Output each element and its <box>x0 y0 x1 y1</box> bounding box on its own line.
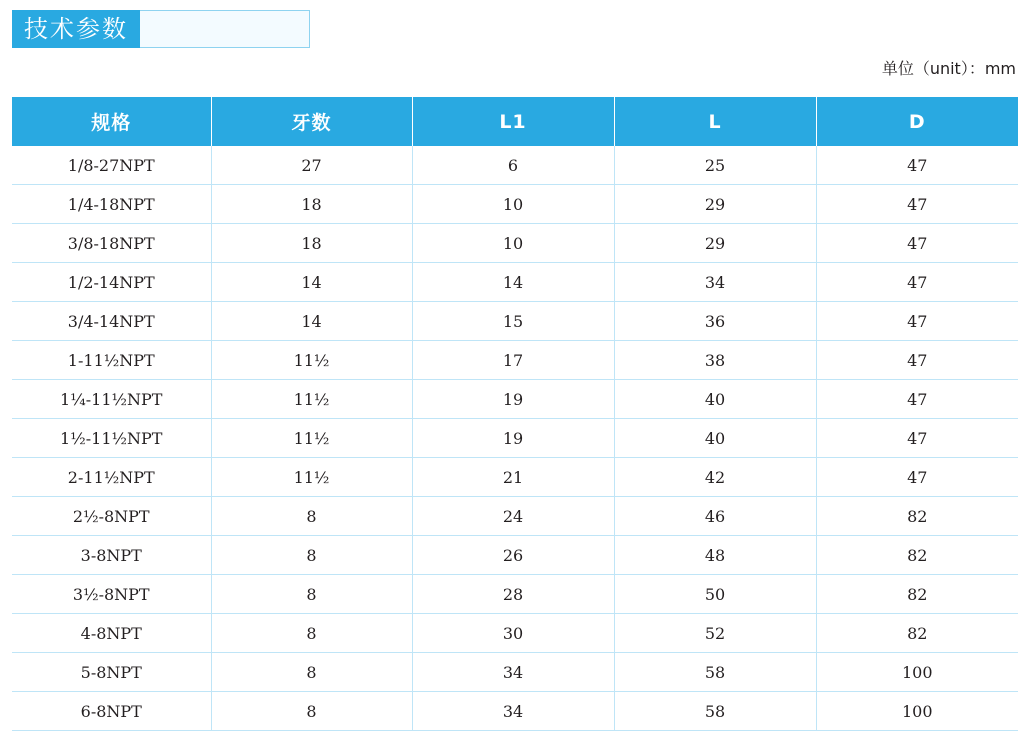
cell-d: 100 <box>816 692 1018 731</box>
table-row <box>12 458 1018 497</box>
cell-l: 52 <box>614 614 816 653</box>
cell-spec: 3/4-14NPT <box>12 302 211 341</box>
cell-l: 29 <box>614 185 816 224</box>
cell-threads: 11½ <box>211 419 412 458</box>
cell-spec: 3/8-18NPT <box>12 224 211 263</box>
cell-threads: 11½ <box>211 458 412 497</box>
cell-l: 42 <box>614 458 816 497</box>
title-accent-bar <box>140 10 310 48</box>
cell-d: 82 <box>816 536 1018 575</box>
cell-l1: 30 <box>412 614 614 653</box>
cell-spec: 1/8-27NPT <box>12 146 211 185</box>
cell-l: 46 <box>614 497 816 536</box>
table-row <box>12 302 1018 341</box>
cell-l: 40 <box>614 380 816 419</box>
cell-l1: 19 <box>412 419 614 458</box>
table-row <box>12 146 1018 185</box>
column-header-l1: L1 <box>412 97 614 146</box>
cell-l1: 24 <box>412 497 614 536</box>
cell-d: 82 <box>816 614 1018 653</box>
column-header-spec: 规格 <box>12 97 211 146</box>
cell-l: 58 <box>614 653 816 692</box>
cell-threads: 18 <box>211 224 412 263</box>
table-row <box>12 497 1018 536</box>
table-header <box>12 97 1018 146</box>
cell-d: 47 <box>816 185 1018 224</box>
cell-l: 36 <box>614 302 816 341</box>
cell-threads: 8 <box>211 497 412 536</box>
cell-d: 82 <box>816 497 1018 536</box>
section-title-row <box>12 10 310 48</box>
cell-d: 47 <box>816 380 1018 419</box>
table-row <box>12 692 1018 731</box>
cell-threads: 8 <box>211 653 412 692</box>
cell-threads: 8 <box>211 536 412 575</box>
cell-l: 34 <box>614 263 816 302</box>
cell-l1: 34 <box>412 653 614 692</box>
cell-l1: 10 <box>412 224 614 263</box>
cell-threads: 11½ <box>211 341 412 380</box>
cell-spec: 1/4-18NPT <box>12 185 211 224</box>
cell-l1: 21 <box>412 458 614 497</box>
column-header-d: D <box>816 97 1018 146</box>
table-row <box>12 341 1018 380</box>
cell-spec: 1-11½NPT <box>12 341 211 380</box>
cell-d: 47 <box>816 146 1018 185</box>
cell-l: 50 <box>614 575 816 614</box>
cell-spec: 1/2-14NPT <box>12 263 211 302</box>
cell-l1: 14 <box>412 263 614 302</box>
cell-d: 47 <box>816 341 1018 380</box>
table-body <box>12 146 1018 731</box>
cell-l1: 19 <box>412 380 614 419</box>
cell-threads: 11½ <box>211 380 412 419</box>
cell-d: 82 <box>816 575 1018 614</box>
cell-d: 47 <box>816 458 1018 497</box>
cell-l1: 34 <box>412 692 614 731</box>
table-row <box>12 263 1018 302</box>
cell-spec: 2-11½NPT <box>12 458 211 497</box>
cell-l1: 15 <box>412 302 614 341</box>
spec-table <box>12 97 1018 731</box>
table-row <box>12 224 1018 263</box>
cell-spec: 3-8NPT <box>12 536 211 575</box>
cell-spec: 1½-11½NPT <box>12 419 211 458</box>
cell-spec: 2½-8NPT <box>12 497 211 536</box>
cell-l1: 17 <box>412 341 614 380</box>
column-header-l: L <box>614 97 816 146</box>
table-row <box>12 185 1018 224</box>
cell-d: 100 <box>816 653 1018 692</box>
cell-spec: 6-8NPT <box>12 692 211 731</box>
table-row <box>12 380 1018 419</box>
cell-spec: 1¼-11½NPT <box>12 380 211 419</box>
cell-threads: 8 <box>211 575 412 614</box>
cell-l1: 6 <box>412 146 614 185</box>
cell-l: 38 <box>614 341 816 380</box>
cell-l1: 10 <box>412 185 614 224</box>
cell-threads: 8 <box>211 692 412 731</box>
table-row <box>12 536 1018 575</box>
cell-l1: 28 <box>412 575 614 614</box>
cell-d: 47 <box>816 419 1018 458</box>
cell-spec: 4-8NPT <box>12 614 211 653</box>
table-row <box>12 419 1018 458</box>
cell-l: 58 <box>614 692 816 731</box>
cell-l: 29 <box>614 224 816 263</box>
table-row <box>12 653 1018 692</box>
cell-threads: 8 <box>211 614 412 653</box>
cell-l: 48 <box>614 536 816 575</box>
spec-table-wrapper <box>12 97 1018 731</box>
cell-spec: 3½-8NPT <box>12 575 211 614</box>
cell-threads: 14 <box>211 263 412 302</box>
column-header-threads: 牙数 <box>211 97 412 146</box>
cell-d: 47 <box>816 224 1018 263</box>
cell-spec: 5-8NPT <box>12 653 211 692</box>
cell-threads: 14 <box>211 302 412 341</box>
cell-l1: 26 <box>412 536 614 575</box>
cell-threads: 27 <box>211 146 412 185</box>
cell-l: 25 <box>614 146 816 185</box>
unit-note: 单位（unit）：mm <box>881 59 1016 78</box>
table-header-row <box>12 97 1018 146</box>
cell-threads: 18 <box>211 185 412 224</box>
table-row <box>12 575 1018 614</box>
cell-d: 47 <box>816 302 1018 341</box>
page-title: 技术参数 <box>12 10 140 48</box>
table-row <box>12 614 1018 653</box>
cell-d: 47 <box>816 263 1018 302</box>
cell-l: 40 <box>614 419 816 458</box>
